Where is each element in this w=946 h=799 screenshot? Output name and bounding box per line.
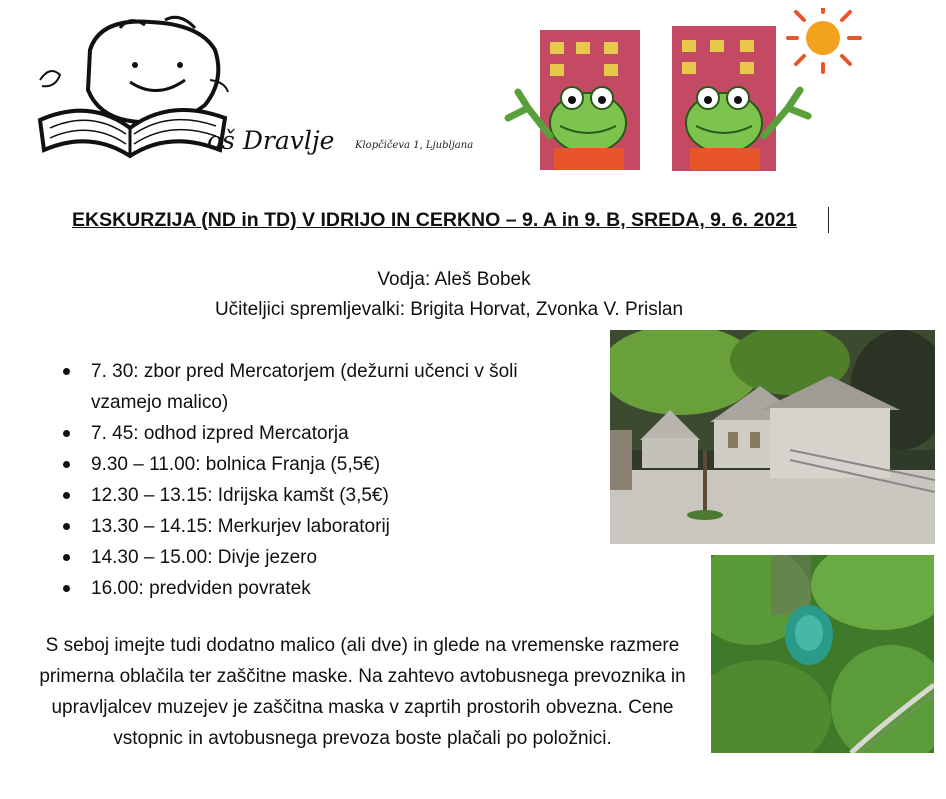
accompanying-teachers: Učiteljici spremljevalki: Brigita Horvat, Zvonka V. Prislan <box>214 299 684 320</box>
list-item: 9.30 – 11.00: bolnica Franja (5,5€) <box>50 449 570 480</box>
divje-jezero-photo <box>711 555 934 753</box>
letterhead <box>0 0 946 180</box>
list-item: 7. 45: odhod izpred Mercatorja <box>50 418 570 449</box>
frogs-buildings-drawing-icon <box>488 8 878 173</box>
school-address: Klopčičeva 1, Ljubljana <box>355 140 474 151</box>
list-item: 14.30 – 15.00: Divje jezero <box>50 542 570 573</box>
schedule-list <box>50 356 570 604</box>
page-title: EKSKURZIJA (ND in TD) V IDRIJO IN CERKNO – 9. A in 9. B, SREDA, 9. 6. 2021 <box>72 209 797 231</box>
list-item: 7. 30: zbor pred Mercatorjem (dežurni učenci v šoli vzamejo malico) <box>50 356 570 418</box>
trip-leader: Vodja: Aleš Bobek <box>377 269 531 290</box>
list-item: 16.00: predviden povratek <box>50 573 570 604</box>
info-note: S seboj imejte tudi dodatno malico (ali dve) in glede na vremenske razmere primerna oblačila ter zaščitne maske. Na zahtevo avtobusnega prevoznika in upravljalcev muzejev je zaščitna maska v zaprtih prostorih obvezna. Cene vstopnic in avtobusnega prevoza boste plačali po položnici. <box>39 635 686 749</box>
reading-child-logo-icon <box>30 10 235 170</box>
list-item: 12.30 – 13.15: Idrijska kamšt (3,5€) <box>50 480 570 511</box>
list-item: 13.30 – 14.15: Merkurjev laboratorij <box>50 511 570 542</box>
text-cursor <box>828 207 829 233</box>
franja-hospital-photo <box>610 330 935 544</box>
school-name: oš Dravlje <box>207 126 335 155</box>
